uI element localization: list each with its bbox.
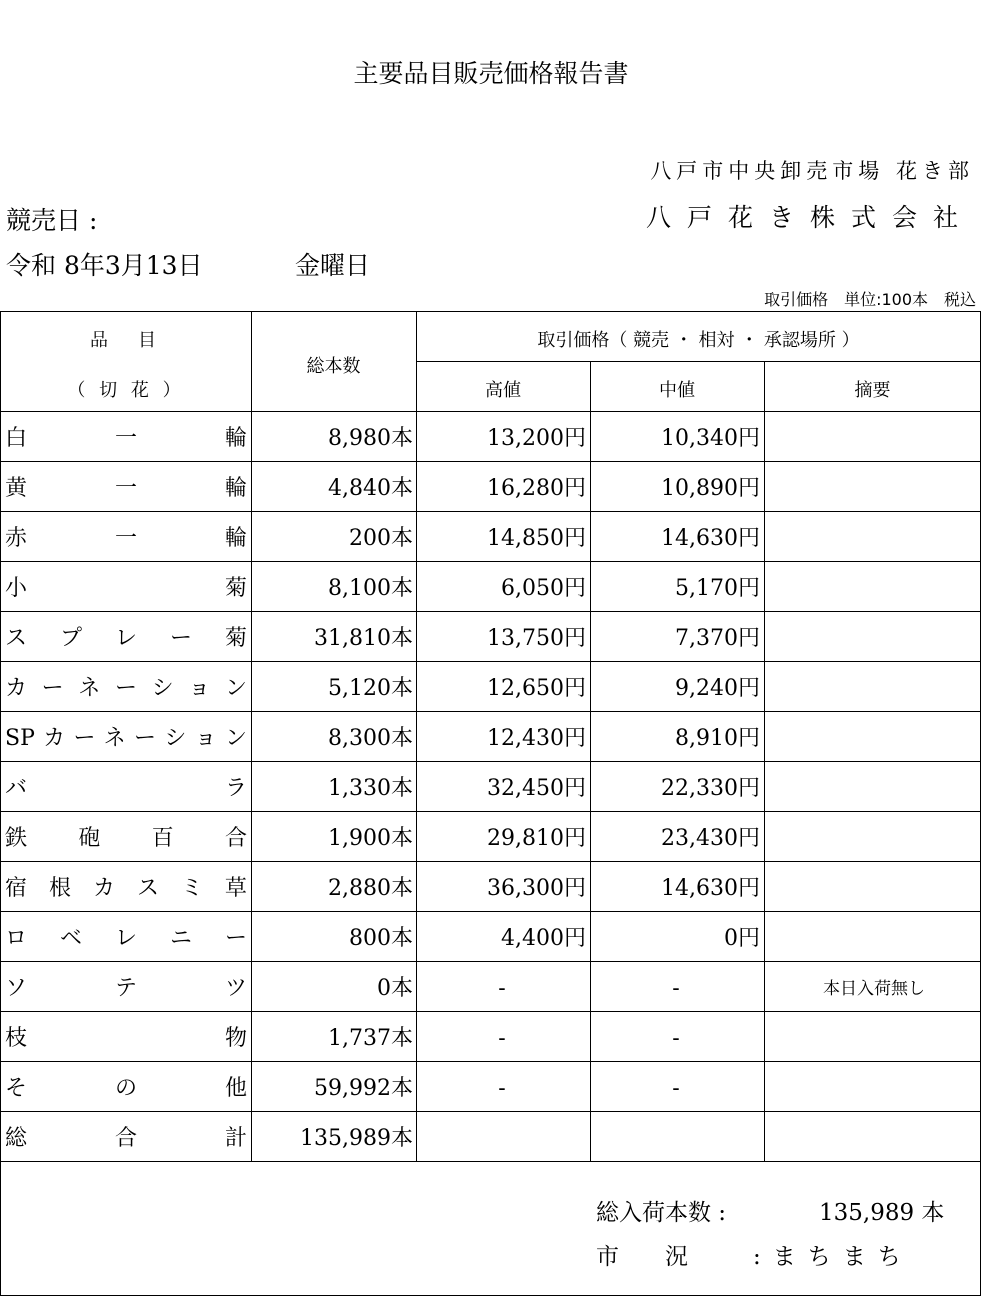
item-note [767,512,981,562]
market-name: 八戸市中央卸売市場 花き部 [650,159,974,183]
item-name: 小 菊 [5,576,247,601]
item-quantity: 1,737本 [328,1026,413,1051]
header-note: 摘要 [854,380,891,401]
item-note [767,762,981,812]
header-price-group: 取引価格（ 競売 ・ 相対 ・ 承認場所 ） [537,330,860,351]
item-note [767,662,981,712]
item-quantity: 200本 [349,526,413,551]
auction-date-label: 競売日 : [6,206,98,235]
item-mid-price: 0円 [724,926,760,951]
item-high-price: 32,450円 [487,776,586,801]
item-note [767,1062,981,1112]
item-high-price: - [498,1026,506,1051]
item-high-price [418,1112,586,1162]
market-condition-label: 市 況 [596,1244,688,1270]
row-divider [416,361,981,362]
item-high-price: - [498,976,506,1001]
item-mid-price: 14,630円 [661,526,760,551]
item-high-price: 13,750円 [487,626,586,651]
arrivals-value: 135,989 本 [819,1200,945,1226]
item-mid-price: 10,340円 [661,426,760,451]
item-high-price: - [498,1076,506,1101]
item-note [767,912,981,962]
item-mid-price: 10,890円 [661,476,760,501]
item-mid-price: 5,170円 [675,576,760,601]
item-mid-price: - [672,1026,680,1051]
item-note [767,812,981,862]
page-title: 主要品目販売価格報告書 [353,59,629,88]
item-high-price: 13,200円 [487,426,586,451]
item-mid-price: 23,430円 [661,826,760,851]
header-item-sub: （ 切 花 ） [67,380,185,401]
item-name: 白 一 輪 [5,426,247,451]
item-quantity: 5,120本 [328,676,413,701]
item-name: そ の 他 [5,1076,247,1101]
item-quantity: 31,810本 [314,626,413,651]
col-divider [590,362,591,1162]
item-high-price: 6,050円 [501,576,586,601]
item-quantity: 0本 [377,976,413,1001]
auction-date: 令和 8年3月13日 [6,251,203,280]
company-name: 八戸花き株式会社 [645,203,974,232]
item-name: バ ラ [5,776,247,801]
item-quantity: 1,330本 [328,776,413,801]
item-name: 黄 一 輪 [5,476,247,501]
item-name: 鉄 砲 百 合 [5,826,247,851]
item-name: SP カ ー ネ ー シ ョ ン [5,726,247,751]
col-divider [764,362,765,1162]
unit-note: 取引価格 単位:100本 税込 [764,290,976,309]
item-high-price: 36,300円 [487,876,586,901]
item-high-price: 4,400円 [501,926,586,951]
item-mid-price: 7,370円 [675,626,760,651]
item-quantity: 8,980本 [328,426,413,451]
item-note [767,712,981,762]
item-high-price: 16,280円 [487,476,586,501]
item-note [767,562,981,612]
item-quantity: 1,900本 [328,826,413,851]
item-quantity: 4,840本 [328,476,413,501]
col-divider [416,312,417,1162]
item-mid-price [592,1112,760,1162]
col-divider [251,312,252,1162]
item-note [767,612,981,662]
item-quantity: 800本 [349,926,413,951]
item-name: 枝 物 [5,1026,247,1051]
arrivals-label: 総入荷本数 : [596,1200,727,1226]
market-condition-value: :まちまち [753,1244,913,1270]
item-quantity: 135,989本 [300,1126,413,1151]
item-note [767,862,981,912]
item-name: 総 合 計 [5,1126,247,1151]
item-high-price: 29,810円 [487,826,586,851]
item-mid-price: 9,240円 [675,676,760,701]
header-high: 高値 [485,380,521,401]
header-mid: 中値 [659,380,695,401]
item-quantity: 2,880本 [328,876,413,901]
item-note: 本日入荷無し [823,979,925,999]
item-high-price: 12,430円 [487,726,586,751]
header-item: 品 目 [90,330,162,351]
item-name: 赤 一 輪 [5,526,247,551]
item-note [767,412,981,462]
item-mid-price: 22,330円 [661,776,760,801]
item-quantity: 8,100本 [328,576,413,601]
item-name: ロ ベ レ ニ ー [5,926,247,951]
item-mid-price: - [672,976,680,1001]
item-note [767,1012,981,1062]
item-quantity: 8,300本 [328,726,413,751]
item-note [767,1112,981,1162]
weekday: 金曜日 [295,251,371,280]
item-high-price: 12,650円 [487,676,586,701]
item-name: 宿 根 カ ス ミ 草 [5,876,247,901]
price-table [0,311,981,1296]
item-high-price: 14,850円 [487,526,586,551]
item-mid-price: 14,630円 [661,876,760,901]
item-mid-price: 8,910円 [675,726,760,751]
item-note [767,462,981,512]
item-name: ソ テ ツ [5,976,247,1001]
item-name: ス プ レ ー 菊 [5,626,247,651]
item-quantity: 59,992本 [314,1076,413,1101]
item-mid-price: - [672,1076,680,1101]
header-total: 総本数 [306,356,361,377]
item-name: カ ー ネ ー シ ョ ン [5,676,247,701]
